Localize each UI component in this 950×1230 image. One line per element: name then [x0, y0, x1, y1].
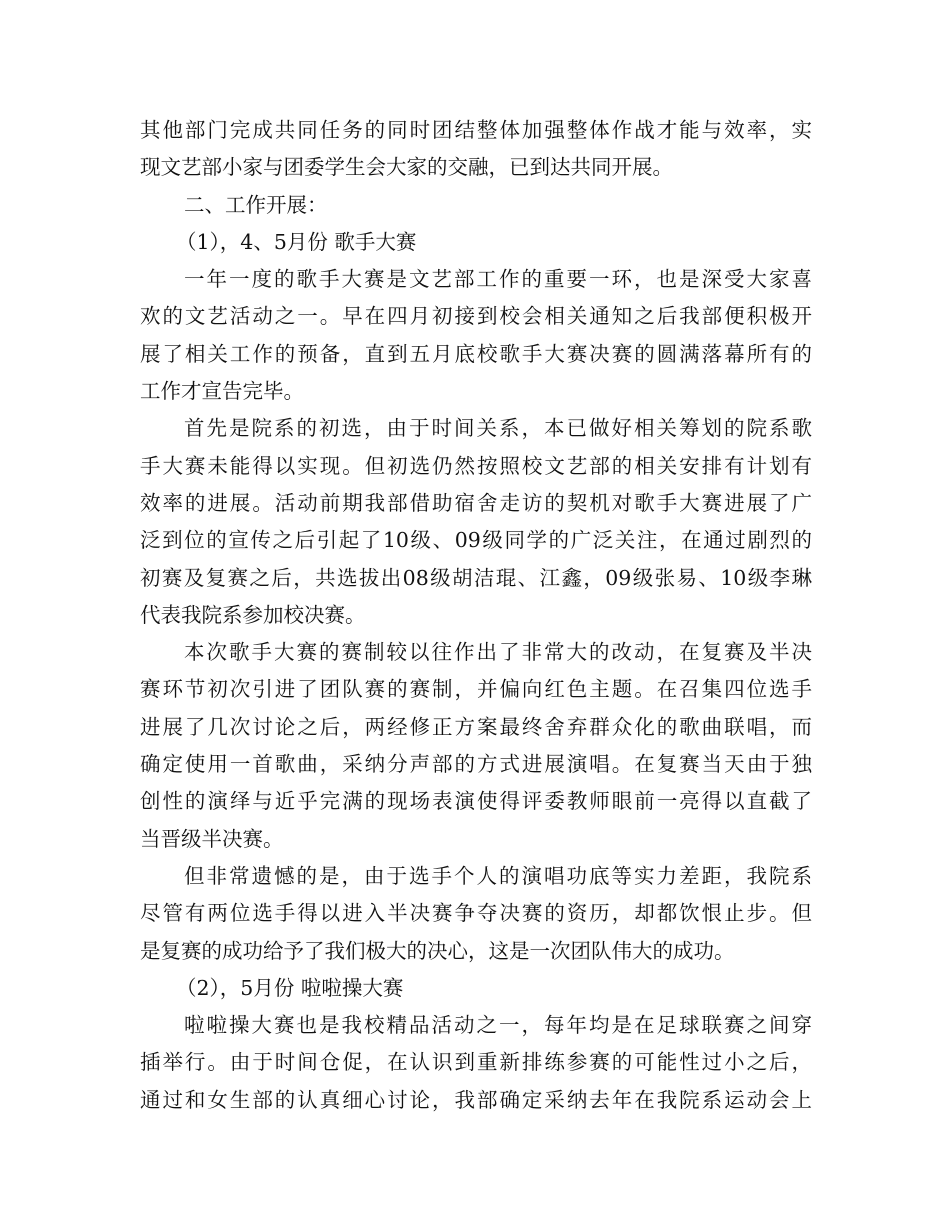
- text-line: 是复赛的成功给予了我们极大的决心，这是一次团队伟大的成功。: [140, 938, 735, 963]
- text-line: 通过和女生部的认真细心讨论，我部确定采纳去年在我院系运动会上: [140, 1087, 812, 1112]
- text-line: 确定使用一首歌曲，采纳分声部的方式进展演唱。在复赛当天由于独: [140, 752, 812, 777]
- text-line: 本次歌手大赛的赛制较以往作出了非常大的改动，在复赛及半决: [184, 640, 812, 665]
- text-line: 泛到位的宣传之后引起了10级、09级同学的广泛关注，在通过剧烈的: [140, 528, 812, 553]
- text-line: （2），5月份 啦啦操大赛: [176, 975, 404, 1000]
- text-line: 工作才宣告完毕。: [140, 379, 304, 404]
- document-body: [140, 112, 812, 1119]
- text-line: 但非常遗憾的是，由于选手个人的演唱功底等实力差距，我院系: [184, 863, 812, 888]
- text-line: 展了相关工作的预备，直到五月底校歌手大赛决赛的圆满落幕所有的: [140, 341, 812, 366]
- text-line: 插举行。由于时间仓促，在认识到重新排练参赛的可能性过小之后，: [140, 1050, 812, 1075]
- text-line: 创性的演绎与近乎完满的现场表演使得评委教师眼前一亮得以直截了: [140, 789, 812, 814]
- text-line: 一年一度的歌手大赛是文艺部工作的重要一环，也是深受大家喜: [184, 267, 812, 292]
- text-line: 当晋级半决赛。: [140, 826, 284, 851]
- text-line: （1），4、5月份 歌手大赛: [176, 229, 417, 254]
- text-line: 尽管有两位选手得以进入半决赛争夺决赛的资历，却都饮恨止步。但: [140, 901, 812, 926]
- text-line: 啦啦操大赛也是我校精品活动之一，每年均是在足球联赛之间穿: [184, 1013, 812, 1038]
- text-line: 二、工作开展：: [184, 192, 328, 217]
- text-line: 初赛及复赛之后，共选拔出08级胡洁琨、江鑫，09级张易、10级李琳: [140, 565, 812, 590]
- text-line: 欢的文艺活动之一。早在四月初接到校会相关通知之后我部便积极开: [140, 304, 812, 329]
- text-line: 进展了几次讨论之后，两经修正方案最终舍弃群众化的歌曲联唱，而: [140, 714, 812, 739]
- text-line: 效率的进展。活动前期我部借助宿舍走访的契机对歌手大赛进展了广: [140, 490, 812, 515]
- text-line: 现文艺部小家与团委学生会大家的交融，已到达共同开展。: [140, 155, 673, 180]
- text-line: 赛环节初次引进了团队赛的赛制，并偏向红色主题。在召集四位选手: [140, 677, 812, 702]
- text-line: 代表我院系参加校决赛。: [140, 602, 366, 627]
- text-line: 其他部门完成共同任务的同时团结整体加强整体作战才能与效率，实: [140, 118, 812, 142]
- text-line: 首先是院系的初选，由于时间关系，本已做好相关筹划的院系歌: [184, 416, 812, 441]
- text-line: 手大赛未能得以实现。但初选仍然按照校文艺部的相关安排有计划有: [140, 453, 812, 478]
